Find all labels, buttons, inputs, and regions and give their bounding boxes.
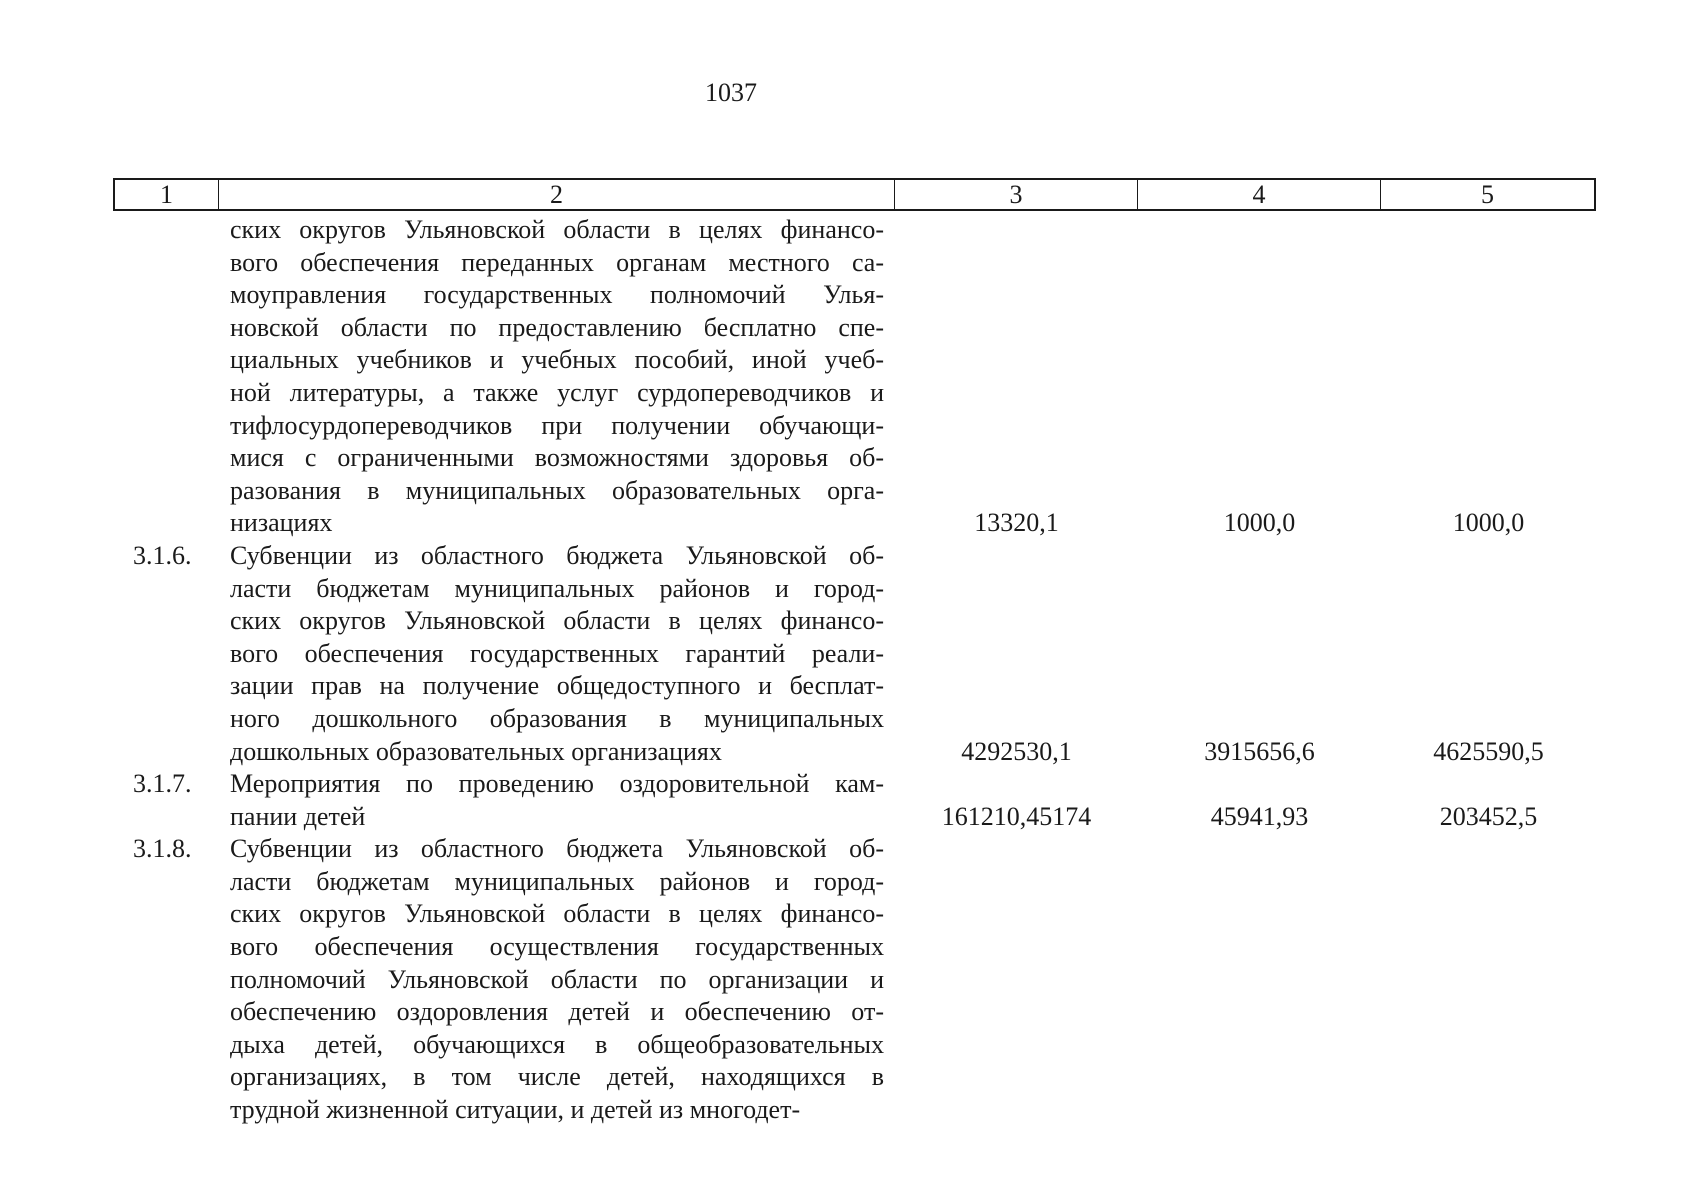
value-col-3: 4292530,1	[961, 736, 1072, 766]
table-header	[113, 178, 1596, 211]
value-col-5: 4625590,5	[1433, 736, 1544, 766]
description-line: моуправления государственных полномочий Улья-	[230, 280, 884, 310]
page-number: 1037	[705, 78, 757, 107]
description-line: вого обеспечения переданных органам местного са-	[230, 247, 884, 277]
description-line: ласти бюджетам муниципальных районов и город-	[230, 573, 884, 603]
value-col-5: 203452,5	[1439, 801, 1538, 831]
value-col-5: 1000,0	[1452, 508, 1525, 538]
description-line: дыха детей, обучающихся в общеобразовательных	[230, 1029, 884, 1059]
value-col-3: 13320,1	[974, 508, 1059, 538]
description-line: трудной жизненной ситуации, и детей из многодет-	[230, 1095, 801, 1125]
description-line: дошкольных образовательных организациях	[230, 736, 722, 766]
description-line: тифлосурдопереводчиков при получении обучающи-	[230, 410, 884, 440]
description-line: ских округов Ульяновской области в целях финансо-	[230, 606, 884, 636]
table-row	[0, 540, 1698, 768]
description-line: Субвенции из областного бюджета Ульяновской об-	[230, 834, 884, 864]
description-line: разования в муниципальных образовательных орга-	[230, 475, 884, 505]
row-number: 3.1.6.	[133, 540, 192, 570]
description-line: ласти бюджетам муниципальных районов и город-	[230, 866, 884, 896]
row-number: 3.1.7.	[133, 769, 192, 799]
description-line: Мероприятия по проведению оздоровительной кам-	[230, 769, 884, 799]
description-line: ного дошкольного образования в муниципальных	[230, 703, 884, 733]
value-col-4: 1000,0	[1223, 508, 1296, 538]
description-line: новской области по предоставлению бесплатно спе-	[230, 312, 884, 342]
description-line: зации прав на получение общедоступного и бесплат-	[230, 671, 884, 701]
description-line: циальных учебников и учебных пособий, иной учеб-	[230, 345, 884, 375]
description-line: полномочий Ульяновской области по организации и	[230, 964, 884, 994]
table-row	[0, 833, 1698, 1126]
description-line: ских округов Ульяновской области в целях финансо-	[230, 215, 884, 244]
table-row	[0, 214, 1698, 540]
row-description	[230, 768, 884, 833]
table-row	[0, 768, 1698, 833]
value-col-4: 3915656,6	[1204, 736, 1315, 766]
value-col-3: 161210,45174	[941, 801, 1092, 831]
description-line: вого обеспечения осуществления государственных	[230, 932, 884, 962]
description-line: вого обеспечения государственных гарантий реали-	[230, 638, 884, 668]
description-line: ских округов Ульяновской области в целях финансо-	[230, 899, 884, 929]
description-line: ной литературы, а также услуг сурдопереводчиков и	[230, 377, 884, 407]
description-line: пании детей	[230, 801, 366, 831]
description-line: Субвенции из областного бюджета Ульяновской об-	[230, 540, 884, 570]
row-number: 3.1.8.	[133, 834, 192, 864]
header-col-1: 1	[115, 180, 219, 209]
header-col-3: 3	[895, 180, 1138, 209]
value-col-4: 45941,93	[1210, 801, 1309, 831]
description-line: мися с ограниченными возможностями здоровья об-	[230, 443, 884, 473]
description-line: низациях	[230, 508, 333, 538]
header-col-5: 5	[1481, 180, 1494, 209]
header-col-4: 4	[1138, 180, 1381, 209]
row-description	[230, 214, 884, 540]
table-body	[0, 214, 1698, 1127]
description-line: организациях, в том числе детей, находящихся в	[230, 1062, 884, 1092]
row-description	[230, 833, 884, 1126]
description-line: обеспечению оздоровления детей и обеспечению от-	[230, 997, 884, 1027]
row-description	[230, 540, 884, 768]
header-col-2: 2	[219, 180, 895, 209]
